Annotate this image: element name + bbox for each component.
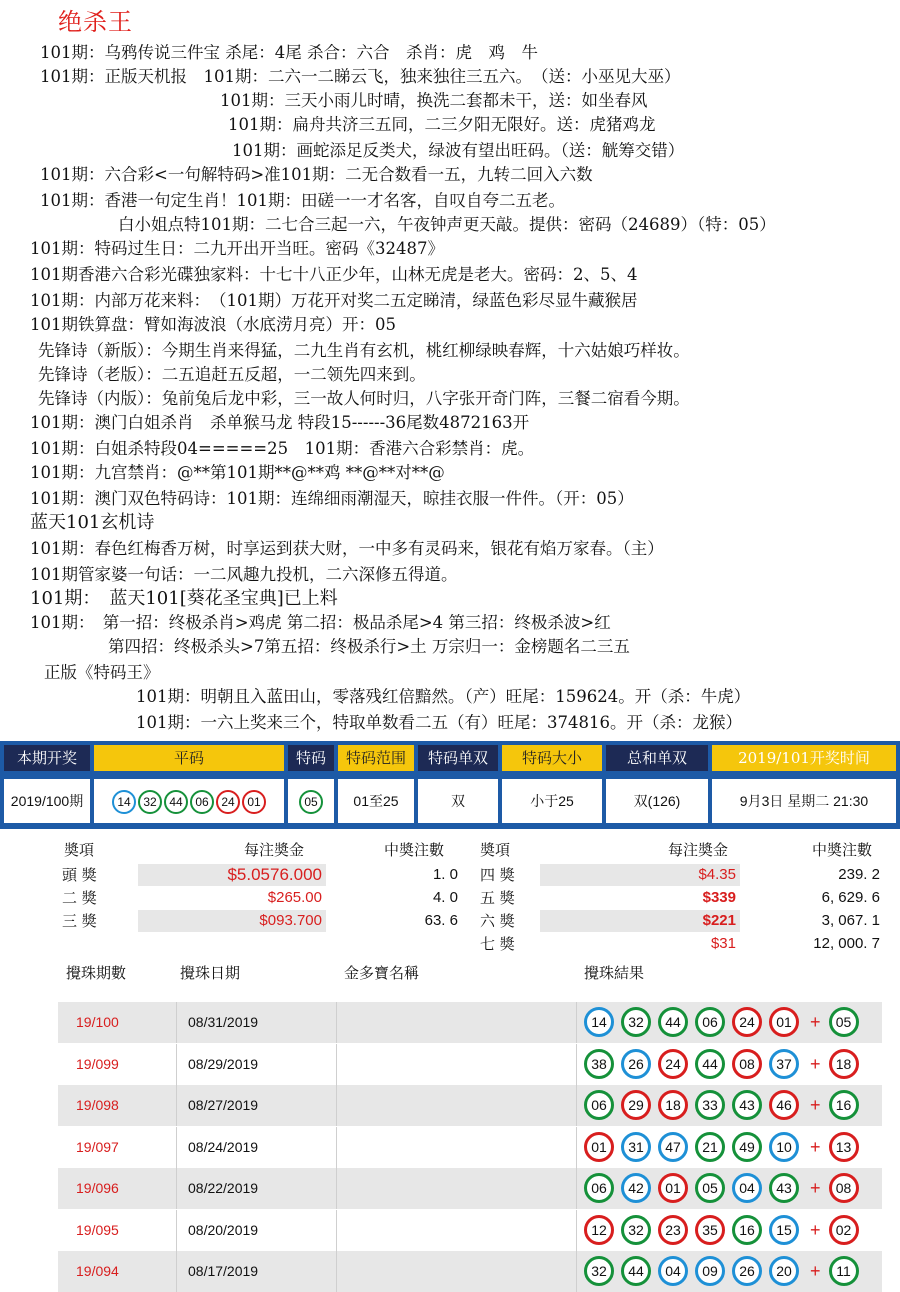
prize-count: 63. 6 xyxy=(424,912,458,929)
draw-date: 08/29/2019 xyxy=(188,1056,259,1072)
text-line: 101期：香港一句定生肖！101期：田磋一一才名客，自叹自夸二五老。 xyxy=(40,191,565,210)
prize-row xyxy=(476,887,884,909)
prize-header-count: 中奬注數 xyxy=(812,841,873,859)
special-ball: 16 xyxy=(829,1090,859,1120)
text-line: 101期：春色红梅香万树，时享运到获大财，一中多有灵码来，银花有焰万家春。（主） xyxy=(30,539,664,558)
ball: 09 xyxy=(695,1256,725,1286)
ball: 04 xyxy=(732,1173,762,1203)
draw-period: 19/095 xyxy=(76,1222,119,1238)
special-odd-even: 双 xyxy=(418,779,498,823)
table-row xyxy=(58,1168,882,1209)
column-divider xyxy=(576,1085,577,1126)
ball: 32 xyxy=(138,790,162,814)
text-line: 101期：扁舟共济三五同，二三夕阳无限好。送：虎猪鸡龙 xyxy=(228,115,656,134)
table-row xyxy=(58,1044,882,1085)
ball: 05 xyxy=(695,1173,725,1203)
plus-sign: + xyxy=(810,1094,821,1115)
header-special-odd-even: 特码单双 xyxy=(418,745,498,771)
prize-amount: $31 xyxy=(710,935,736,952)
table-row xyxy=(58,1127,882,1168)
text-line: 先锋诗（新版）：今期生肖来得猛，二九生肖有玄机，桃红柳绿映春辉，十六姑娘巧样妆。 xyxy=(38,341,690,360)
prize-name: 七 獎 xyxy=(480,935,515,953)
ball: 43 xyxy=(732,1090,762,1120)
prize-name: 二 獎 xyxy=(62,889,97,907)
text-line: 101期：六合彩<一句解特码>准101期：二无合数看一五，九转二回入六数 xyxy=(40,165,593,184)
ball: 33 xyxy=(695,1090,725,1120)
column-divider xyxy=(336,1210,337,1251)
prize-header-name: 奬項 xyxy=(480,841,511,859)
plus-sign: + xyxy=(810,1136,821,1157)
ball: 26 xyxy=(621,1049,651,1079)
prize-row xyxy=(58,864,462,886)
ball: 21 xyxy=(695,1132,725,1162)
plus-sign: + xyxy=(810,1053,821,1074)
column-divider xyxy=(176,1085,177,1126)
ball: 06 xyxy=(695,1007,725,1037)
column-divider xyxy=(336,1085,337,1126)
ball: 14 xyxy=(112,790,136,814)
prize-row xyxy=(58,910,462,932)
text-line: 101期： 第一招：终极杀肖>鸡虎 第二招：极品杀尾>4 第三招：终极杀波>红 xyxy=(30,613,611,632)
prize-name: 六 獎 xyxy=(480,912,515,930)
draw-period: 19/100 xyxy=(76,1014,119,1030)
ball: 38 xyxy=(584,1049,614,1079)
sum-odd-even: 双(126) xyxy=(606,779,708,823)
special-ball: 13 xyxy=(829,1132,859,1162)
prize-count: 3, 067. 1 xyxy=(821,912,880,929)
ball: 23 xyxy=(658,1215,688,1245)
ball: 01 xyxy=(584,1132,614,1162)
header-special-range: 特码范围 xyxy=(338,745,414,771)
ball: 18 xyxy=(658,1090,688,1120)
ball: 44 xyxy=(164,790,188,814)
column-divider xyxy=(176,1002,177,1043)
draw-result xyxy=(584,1090,866,1120)
column-divider xyxy=(576,1044,577,1085)
ball: 12 xyxy=(584,1215,614,1245)
draw-period: 19/098 xyxy=(76,1097,119,1113)
ball: 24 xyxy=(732,1007,762,1037)
draw-period: 19/094 xyxy=(76,1263,119,1279)
section-heading: 101期： 蓝天101[葵花圣宝典]已上料 xyxy=(30,588,338,609)
text-line: 101期：白姐杀特段04=====25 101期：香港六合彩禁肖：虎。 xyxy=(30,439,535,458)
header-sum-odd-even: 总和单双 xyxy=(606,745,708,771)
draw-result xyxy=(584,1132,866,1162)
text-line: 101期：正版天机报 101期：二六一二睇云飞，独来独往三五六。 （送：小巫见大巫） xyxy=(40,67,681,86)
ball: 46 xyxy=(769,1090,799,1120)
prize-amount: $221 xyxy=(540,910,740,932)
prize-count: 4. 0 xyxy=(432,889,458,906)
prize-name: 三 獎 xyxy=(62,912,97,930)
ball: 31 xyxy=(621,1132,651,1162)
prize-name: 四 獎 xyxy=(480,866,515,884)
prize-name: 五 獎 xyxy=(480,889,515,907)
header-special-size: 特码大小 xyxy=(502,745,602,771)
plus-sign: + xyxy=(810,1011,821,1032)
ball: 08 xyxy=(732,1049,762,1079)
text-line: 101期：澳门白姐杀肖 杀单猴马龙 特段15------36尾数4872163开 xyxy=(30,413,530,432)
text-line: 先锋诗（内版）：兔前兔后龙中彩，三一故人何时归，八字张开奇门阵，三餐二宿看今期。 xyxy=(38,389,690,408)
text-line: 101期：一六上奖来三个，特取单数看二五（有）旺尾：374816。开（杀：龙猴） xyxy=(136,713,742,732)
prize-row xyxy=(476,864,884,886)
header-regular-numbers: 平码 xyxy=(94,745,284,771)
column-divider xyxy=(576,1168,577,1209)
text-line: 第四招：终极杀头>7第五招：终极杀行>土 万宗归一：金榜题名二三五 xyxy=(108,637,630,656)
ball: 37 xyxy=(769,1049,799,1079)
prize-count: 12, 000. 7 xyxy=(813,935,880,952)
special-ball: 11 xyxy=(829,1256,859,1286)
draw-date: 08/22/2019 xyxy=(188,1180,259,1196)
header-current-draw: 本期开奖 xyxy=(4,745,90,771)
column-divider xyxy=(176,1251,177,1292)
text-line: 101期：特码过生日：二九开出开当旺。密码《32487》 xyxy=(30,239,444,258)
prize-amount: $5.0576.000 xyxy=(138,864,326,886)
prize-count: 239. 2 xyxy=(838,866,880,883)
ball: 32 xyxy=(621,1007,651,1037)
text-line: 101期：三天小雨儿时晴，换洗二套都未干，送：如坐春风 xyxy=(220,91,648,110)
ball: 01 xyxy=(769,1007,799,1037)
draw-period: 2019/100期 xyxy=(4,779,90,823)
plus-sign: + xyxy=(810,1260,821,1281)
text-line: 101期管家婆一句话：一二风趣九投机，二六深修五得道。 xyxy=(30,565,458,584)
ball: 01 xyxy=(658,1173,688,1203)
ball: 01 xyxy=(242,790,266,814)
text-line: 先锋诗（老版）：二五追赶五反超，一二领先四来到。 xyxy=(38,365,426,384)
draw-period: 19/099 xyxy=(76,1056,119,1072)
text-line: 101期：明朝且入蓝田山，零落残红倍黯然。（产）旺尾：159624。开（杀：牛虎） xyxy=(136,687,751,706)
draw-date: 08/27/2019 xyxy=(188,1097,259,1113)
table-row xyxy=(58,1085,882,1126)
header-special-number: 特码 xyxy=(288,745,334,771)
special-ball: 05 xyxy=(829,1007,859,1037)
text-line: 101期：九宫禁肖：@**第101期**@**鸡 **@**对**@ xyxy=(30,463,445,482)
text-line: 101期：乌鸦传说三件宝 杀尾：4尾 杀合：六合 杀肖：虎 鸡 牛 xyxy=(40,43,538,62)
prize-amount: $339 xyxy=(702,889,736,906)
draw-period: 19/096 xyxy=(76,1180,119,1196)
ball: 35 xyxy=(695,1215,725,1245)
text-line: 101期铁算盘：臂如海波浪（水底涝月亮）开：05 xyxy=(30,315,396,334)
ball: 44 xyxy=(695,1049,725,1079)
prize-count: 1. 0 xyxy=(432,866,458,883)
ball: 16 xyxy=(732,1215,762,1245)
column-divider xyxy=(576,1251,577,1292)
prize-row xyxy=(58,887,462,909)
prize-header-name: 奬項 xyxy=(64,841,95,859)
ball: 04 xyxy=(658,1256,688,1286)
prize-row xyxy=(476,933,884,955)
ball: 44 xyxy=(658,1007,688,1037)
draw-result-table xyxy=(0,741,900,829)
ball: 10 xyxy=(769,1132,799,1162)
ball: 24 xyxy=(658,1049,688,1079)
history-header-result: 攪珠結果 xyxy=(584,964,645,982)
table-row xyxy=(58,1251,882,1292)
special-ball: 02 xyxy=(829,1215,859,1245)
history-header-date: 攪珠日期 xyxy=(180,964,241,982)
column-divider xyxy=(576,1210,577,1251)
draw-date: 08/24/2019 xyxy=(188,1139,259,1155)
ball: 42 xyxy=(621,1173,651,1203)
prize-name: 頭 獎 xyxy=(62,866,97,884)
prize-row xyxy=(476,910,884,932)
column-divider xyxy=(176,1044,177,1085)
ball: 49 xyxy=(732,1132,762,1162)
special-range: 01至25 xyxy=(338,779,414,823)
prize-amount: $4.35 xyxy=(540,864,740,886)
ball: 43 xyxy=(769,1173,799,1203)
column-divider xyxy=(176,1210,177,1251)
ball: 47 xyxy=(658,1132,688,1162)
text-line: 101期：澳门双色特码诗：101期：连绵细雨潮湿天，晾挂衣服一件件。（开：05） xyxy=(30,489,634,508)
ball: 44 xyxy=(621,1256,651,1286)
ball: 06 xyxy=(584,1090,614,1120)
draw-result xyxy=(584,1007,866,1037)
special-ball: 05 xyxy=(299,790,323,814)
draw-result xyxy=(584,1215,866,1245)
regular-balls xyxy=(94,779,284,823)
history-header-name: 金多寶名稱 xyxy=(344,964,420,982)
plus-sign: + xyxy=(810,1177,821,1198)
column-divider xyxy=(336,1168,337,1209)
ball: 26 xyxy=(732,1256,762,1286)
table-row xyxy=(58,1002,882,1043)
text-line: 正版《特码王》 xyxy=(44,663,160,682)
draw-result xyxy=(584,1049,866,1079)
draw-date: 08/31/2019 xyxy=(188,1014,259,1030)
plus-sign: + xyxy=(810,1219,821,1240)
draw-result xyxy=(584,1256,866,1286)
history-header-period: 攪珠期數 xyxy=(66,964,127,982)
special-ball: 08 xyxy=(829,1173,859,1203)
section-heading: 蓝天101玄机诗 xyxy=(30,512,155,533)
ball: 29 xyxy=(621,1090,651,1120)
text-line: 101期香港六合彩光碟独家料：十七十八正少年，山林无虎是老大。密码：2、5、4 xyxy=(30,265,638,284)
column-divider xyxy=(576,1002,577,1043)
page-title: 绝杀王 xyxy=(58,8,133,36)
ball: 20 xyxy=(769,1256,799,1286)
special-ball: 18 xyxy=(829,1049,859,1079)
ball: 24 xyxy=(216,790,240,814)
ball: 32 xyxy=(621,1215,651,1245)
prize-header-amount: 每注奬金 xyxy=(668,841,729,859)
draw-date: 08/20/2019 xyxy=(188,1222,259,1238)
text-line: 白小姐点特101期：二七合三起一六，午夜钟声更天敲。提供：密码（24689）（特：05） xyxy=(118,215,776,234)
column-divider xyxy=(336,1044,337,1085)
prize-header-count: 中奬注數 xyxy=(384,841,445,859)
special-ball-cell xyxy=(288,779,334,823)
ball: 06 xyxy=(584,1173,614,1203)
ball: 32 xyxy=(584,1256,614,1286)
table-row xyxy=(58,1210,882,1251)
column-divider xyxy=(176,1168,177,1209)
header-next-draw-time: 2019/101开奖时间 xyxy=(712,745,896,771)
ball: 06 xyxy=(190,790,214,814)
ball: 15 xyxy=(769,1215,799,1245)
prize-amount: $093.700 xyxy=(138,910,326,932)
prize-header-amount: 每注奬金 xyxy=(244,841,305,859)
column-divider xyxy=(336,1127,337,1168)
ball: 14 xyxy=(584,1007,614,1037)
prize-count: 6, 629. 6 xyxy=(821,889,880,906)
prize-amount: $265.00 xyxy=(267,889,322,906)
draw-date: 08/17/2019 xyxy=(188,1263,259,1279)
column-divider xyxy=(336,1002,337,1043)
next-draw-time: 9月3日 星期二 21:30 xyxy=(712,779,896,823)
column-divider xyxy=(336,1251,337,1292)
column-divider xyxy=(176,1127,177,1168)
text-line: 101期：画蛇添足反类犬，绿波有望出旺码。（送：觥筹交错） xyxy=(232,141,685,160)
draw-period: 19/097 xyxy=(76,1139,119,1155)
draw-result xyxy=(584,1173,866,1203)
special-size: 小于25 xyxy=(502,779,602,823)
text-line: 101期：内部万花来料： （101期）万花开对奖二五定睇清，绿蓝色彩尽显牛藏猴居 xyxy=(30,291,638,310)
column-divider xyxy=(576,1127,577,1168)
